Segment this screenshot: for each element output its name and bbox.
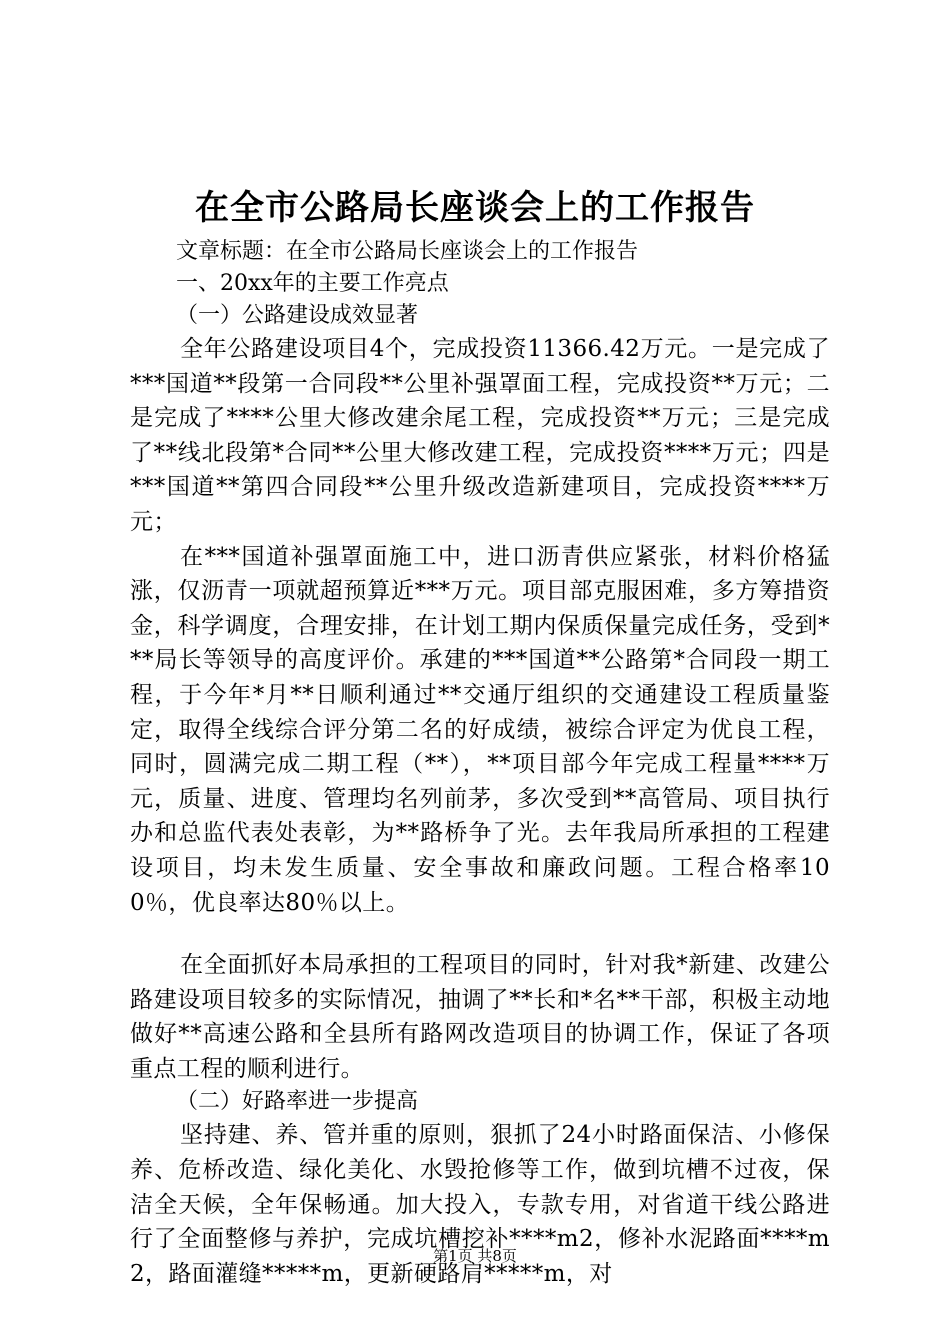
- paragraph-1: 全年公路建设项目4个，完成投资11366.42万元。一是完成了***国道**段第一合同段**公里补强罩面工程，完成投资**万元；二是完成了****公里大修改建余尾工程，完成投资**万元；三是完成了**线北段第*合同**公里大修改建工程，完成投资****万元；四是***国道**第四合同段**公里升级改造新建项目，完成投资****万元；: [130, 336, 830, 535]
- section-heading-1: 一、20xx年的主要工作亮点: [176, 271, 449, 296]
- paragraph-2: 在***国道补强罩面施工中，进口沥青供应紧张，材料价格猛涨，仅沥青一项就超预算近***万元。项目部克服困难，多方筹措资金，科学调度，合理安排，在计划工期内保质保量完成任务，受到***局长等领导的高度评价。承建的***国道**公路第*合同段一期工程，于今年*月**日顺利通过**交通厅组织的交通建设工程质量鉴定，取得全线综合评分第二名的好成绩，被综合评定为优良工程，同时，圆满完成二期工程（**），**项目部今年完成工程量****万元，质量、进度、管理均名列前茅，多次受到**高管局、项目执行办和总监代表处表彰，为**路桥争了光。去年我局所承担的工程建设项目，均未发生质量、安全事故和廉政问题。工程合格率100％，优良率达80％以上。: [130, 543, 830, 916]
- paragraph-4: 坚持建、养、管并重的原则，狠抓了24小时路面保洁、小修保养、危桥改造、绿化美化、水毁抢修等工作，做到坑槽不过夜，保洁全天候，全年保畅通。加大投入，专款专用，对省道干线公路进行了全面整修与养护，完成坑槽挖补****m2，修补水泥路面****m2，路面灌缝*****m，更新硬路肩*****m，对: [130, 1122, 830, 1287]
- article-title-line: 文章标题：在全市公路局长座谈会上的工作报告: [176, 239, 639, 264]
- subsection-heading-2: （二）好路率进一步提高: [176, 1089, 419, 1115]
- subsection-heading-1: （一）公路建设成效显著: [176, 303, 419, 328]
- paragraph-spacer: [130, 920, 830, 948]
- page-footer: 第1页 共8页: [433, 1247, 517, 1265]
- document-title: 在全市公路局长座谈会上的工作报告: [195, 188, 755, 228]
- document-body: [130, 236, 830, 1291]
- paragraph-3: 在全面抓好本局承担的工程项目的同时，针对我*新建、改建公路建设项目较多的实际情况，抽调了**长和*名**干部，积极主动地做好**高速公路和全县所有路网改造项目的协调工作，保证了各项重点工程的顺利进行。: [130, 952, 830, 1082]
